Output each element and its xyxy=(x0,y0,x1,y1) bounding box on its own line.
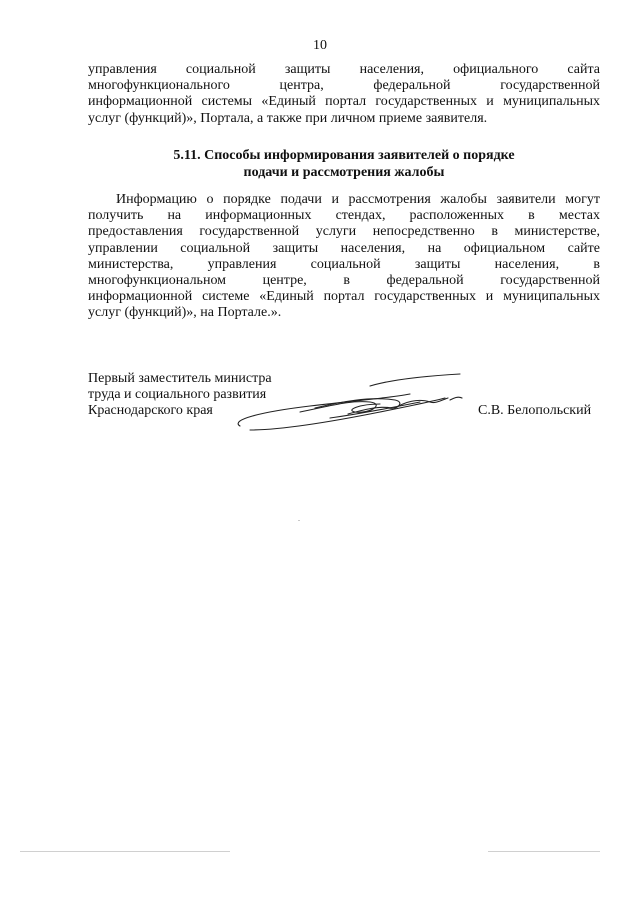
scan-artifact-line xyxy=(488,851,600,852)
section-heading-line: подачи и рассмотрения жалобы xyxy=(243,164,445,180)
body-line: услуг (функций)», на Портале.». xyxy=(88,305,282,321)
signatory-title-line: Краснодарского края xyxy=(88,403,213,419)
signatory-title-line: труда и социального развития xyxy=(88,387,267,403)
intro-line: услуг (функций)», Портала, а также при личном приеме заявителя. xyxy=(88,110,488,126)
body-line: получить на информационных стендах, расположенных в местах xyxy=(88,208,600,224)
body-paragraph xyxy=(88,192,600,322)
signatory-title-line: Первый заместитель министра xyxy=(88,371,272,386)
page-number: 10 xyxy=(313,38,327,53)
scan-artifact-line xyxy=(20,851,230,852)
body-line: многофункциональном центре, в федеральной государственной xyxy=(88,273,600,289)
section-heading xyxy=(88,148,600,181)
body-line: Информацию о порядке подачи и рассмотрения жалобы заявители могут xyxy=(116,192,600,207)
section-heading-line: 5.11. Способы информирования заявителей о порядке xyxy=(173,148,515,163)
scan-artifact-dot xyxy=(298,520,300,521)
body-line: информационной системе «Единый портал государственных и муниципальных xyxy=(88,289,600,305)
intro-paragraph xyxy=(88,62,600,127)
intro-line: многофункционального центра, федеральной государственной xyxy=(88,78,600,94)
intro-line: информационной системы «Единый портал государственных и муниципальных xyxy=(88,94,600,110)
body-line: министерства, управления социальной защиты населения, в xyxy=(88,256,600,272)
signatory-name: С.В. Белопольский xyxy=(478,403,592,418)
intro-line: управления социальной защиты населения, официального сайта xyxy=(88,62,600,77)
body-line: управлении социальной защиты населения, на официальном сайте xyxy=(88,240,600,256)
body-line: предоставления государственной услуги непосредственно в министерстве, xyxy=(88,224,600,240)
handwritten-signature xyxy=(220,368,480,438)
